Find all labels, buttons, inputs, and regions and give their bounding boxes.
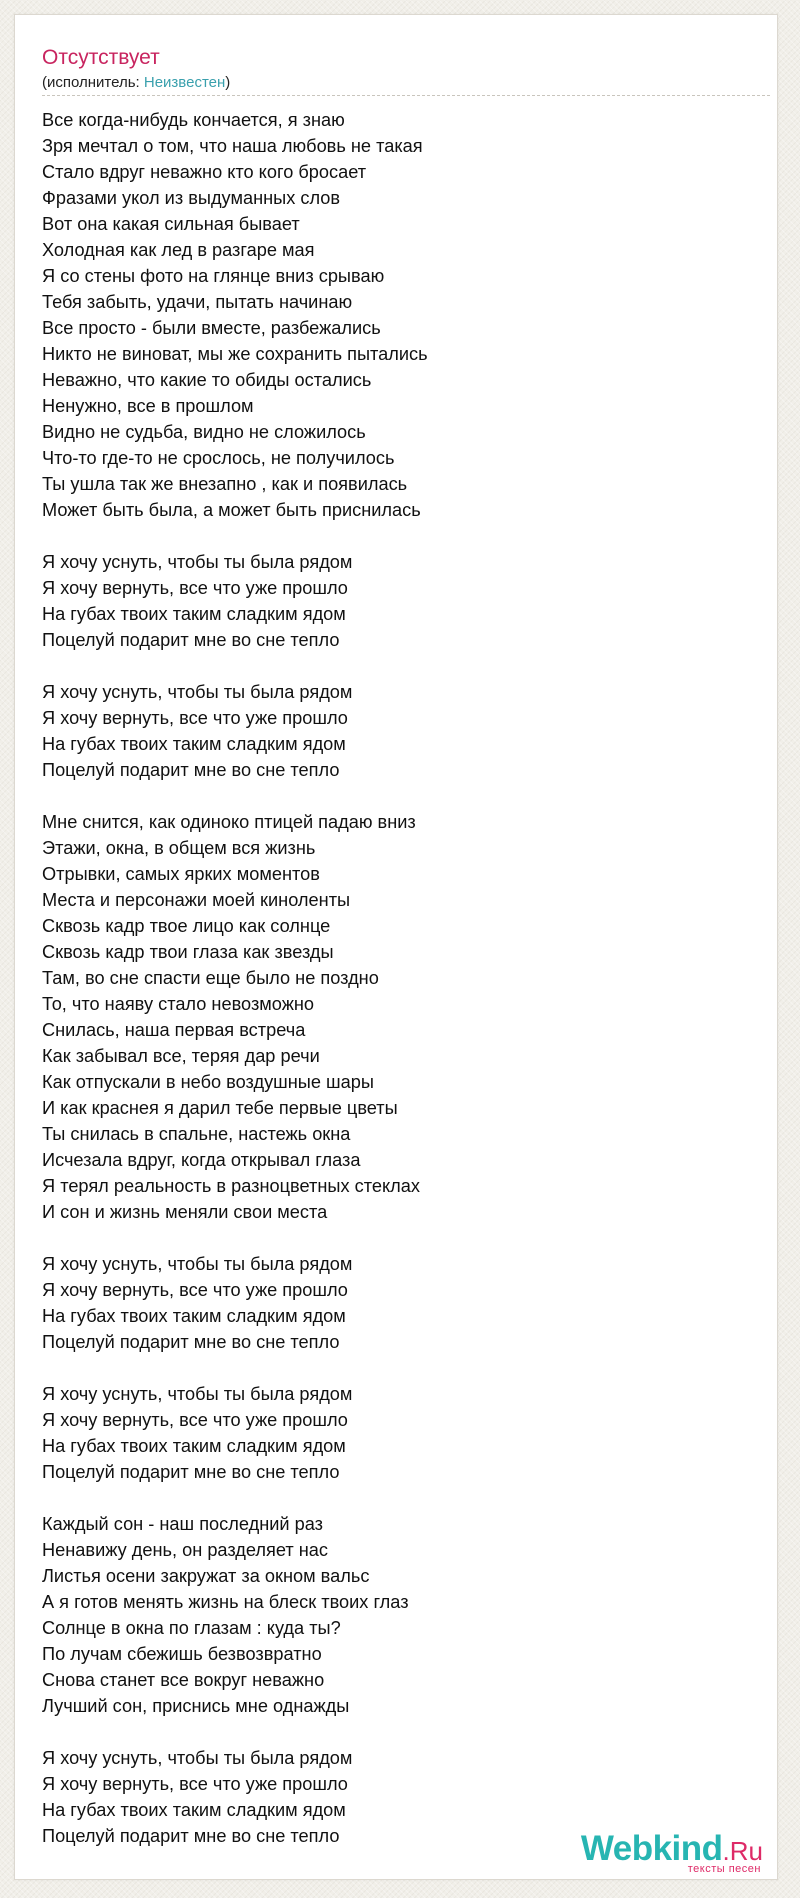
lyric-line: Я хочу уснуть, чтобы ты была рядом bbox=[42, 1748, 353, 1768]
lyric-line: Вот она какая сильная бывает bbox=[42, 214, 300, 234]
lyric-line: Листья осени закружат за окном вальс bbox=[42, 1566, 370, 1586]
lyrics-verse bbox=[42, 809, 742, 1225]
lyric-line: Как забывал все, теряя дар речи bbox=[42, 1046, 320, 1066]
lyric-line: Солнце в окна по глазам : куда ты? bbox=[42, 1618, 341, 1638]
lyric-line: Ты ушла так же внезапно , как и появилась bbox=[42, 474, 408, 494]
lyric-line: На губах твоих таким сладким ядом bbox=[42, 1436, 346, 1456]
lyric-line: Я хочу вернуть, все что уже прошло bbox=[42, 1410, 348, 1430]
lyric-line: Этажи, окна, в общем вся жизнь bbox=[42, 838, 316, 858]
site-logo[interactable] bbox=[581, 1831, 763, 1875]
lyric-line: Ненужно, все в прошлом bbox=[42, 396, 254, 416]
lyric-line: Отрывки, самых ярких моментов bbox=[42, 864, 320, 884]
lyrics-verse bbox=[42, 107, 742, 523]
lyric-line: Я со стены фото на глянце вниз срываю bbox=[42, 266, 385, 286]
lyric-line: Никто не виноват, мы же сохранить пытались bbox=[42, 344, 428, 364]
lyric-line: Сквозь кадр твое лицо как солнце bbox=[42, 916, 331, 936]
lyrics-verse bbox=[42, 1511, 742, 1719]
lyric-line: Каждый сон - наш последний раз bbox=[42, 1514, 323, 1534]
lyric-line: Поцелуй подарит мне во сне тепло bbox=[42, 1332, 340, 1352]
lyric-line: Там, во сне спасти еще было не поздно bbox=[42, 968, 379, 988]
lyric-line: И как краснея я дарил тебе первые цветы bbox=[42, 1098, 398, 1118]
lyric-line: Я хочу уснуть, чтобы ты была рядом bbox=[42, 552, 353, 572]
lyrics-verse bbox=[42, 1381, 742, 1485]
lyric-line: Ты снилась в спальне, настежь окна bbox=[42, 1124, 351, 1144]
lyric-line: По лучам сбежишь безвозвратно bbox=[42, 1644, 322, 1664]
lyric-line: На губах твоих таким сладким ядом bbox=[42, 1306, 346, 1326]
lyric-line: Лучший сон, приснись мне однажды bbox=[42, 1696, 350, 1716]
lyric-line: Может быть была, а может быть приснилась bbox=[42, 500, 421, 520]
lyric-line: На губах твоих таким сладким ядом bbox=[42, 1800, 346, 1820]
lyrics-verse bbox=[42, 1251, 742, 1355]
lyric-line: Сквозь кадр твои глаза как звезды bbox=[42, 942, 334, 962]
lyric-line: И сон и жизнь меняли свои места bbox=[42, 1202, 328, 1222]
lyric-line: Я хочу вернуть, все что уже прошло bbox=[42, 708, 348, 728]
lyric-line: Фразами укол из выдуманных слов bbox=[42, 188, 341, 208]
lyric-line: Исчезала вдруг, когда открывал глаза bbox=[42, 1150, 361, 1170]
lyric-line: Холодная как лед в разгаре мая bbox=[42, 240, 315, 260]
lyric-line: Поцелуй подарит мне во сне тепло bbox=[42, 1826, 340, 1846]
lyric-line: Стало вдруг неважно кто кого бросает bbox=[42, 162, 367, 182]
lyric-line: Поцелуй подарит мне во сне тепло bbox=[42, 630, 340, 650]
lyric-line: Тебя забыть, удачи, пытать начинаю bbox=[42, 292, 353, 312]
brand-tagline: тексты песен bbox=[687, 1863, 761, 1875]
lyric-line: То, что наяву стало невозможно bbox=[42, 994, 315, 1014]
lyric-line: Что-то где-то не срослось, не получилось bbox=[42, 448, 395, 468]
lyric-line: Ненавижу день, он разделяет нас bbox=[42, 1540, 329, 1560]
lyric-line: Поцелуй подарит мне во сне тепло bbox=[42, 1462, 340, 1482]
song-artist-line bbox=[42, 74, 230, 92]
lyrics-card bbox=[14, 14, 778, 1880]
lyric-line: Все просто - были вместе, разбежались bbox=[42, 318, 381, 338]
lyric-line: Зря мечтал о том, что наша любовь не такая bbox=[42, 136, 423, 156]
brand-tld: .Ru bbox=[722, 1836, 763, 1866]
song-title: Отсутствует bbox=[42, 46, 160, 69]
artist-prefix: (исполнитель: bbox=[42, 74, 144, 91]
lyric-line: Мне снится, как одиноко птицей падаю вниз bbox=[42, 812, 416, 832]
lyric-line: Я терял реальность в разноцветных стеклах bbox=[42, 1176, 420, 1196]
brand-name: Webkind bbox=[580, 1829, 723, 1868]
lyric-line: Поцелуй подарит мне во сне тепло bbox=[42, 760, 340, 780]
lyric-line: Снова станет все вокруг неважно bbox=[42, 1670, 325, 1690]
lyric-line: Я хочу уснуть, чтобы ты была рядом bbox=[42, 682, 353, 702]
lyric-line: Я хочу уснуть, чтобы ты была рядом bbox=[42, 1254, 353, 1274]
lyric-line: Места и персонажи моей киноленты bbox=[42, 890, 351, 910]
lyric-line: А я готов менять жизнь на блеск твоих глаз bbox=[42, 1592, 409, 1612]
lyric-line: Все когда-нибудь кончается, я знаю bbox=[42, 110, 345, 130]
lyric-line: Я хочу уснуть, чтобы ты была рядом bbox=[42, 1384, 353, 1404]
lyric-line: Видно не судьба, видно не сложилось bbox=[42, 422, 366, 442]
artist-link[interactable]: Неизвестен bbox=[143, 74, 226, 91]
artist-suffix: ) bbox=[225, 74, 231, 91]
title-divider bbox=[42, 95, 770, 96]
lyric-line: Я хочу вернуть, все что уже прошло bbox=[42, 1774, 348, 1794]
lyric-line: Как отпускали в небо воздушные шары bbox=[42, 1072, 374, 1092]
lyric-line: Я хочу вернуть, все что уже прошло bbox=[42, 1280, 348, 1300]
lyric-line: Снилась, наша первая встреча bbox=[42, 1020, 306, 1040]
lyrics-verse bbox=[42, 549, 742, 653]
lyric-line: На губах твоих таким сладким ядом bbox=[42, 734, 346, 754]
lyric-line: На губах твоих таким сладким ядом bbox=[42, 604, 346, 624]
lyric-line: Неважно, что какие то обиды остались bbox=[42, 370, 372, 390]
lyric-line: Я хочу вернуть, все что уже прошло bbox=[42, 578, 348, 598]
lyrics-body bbox=[42, 107, 742, 1849]
lyrics-verse bbox=[42, 679, 742, 783]
